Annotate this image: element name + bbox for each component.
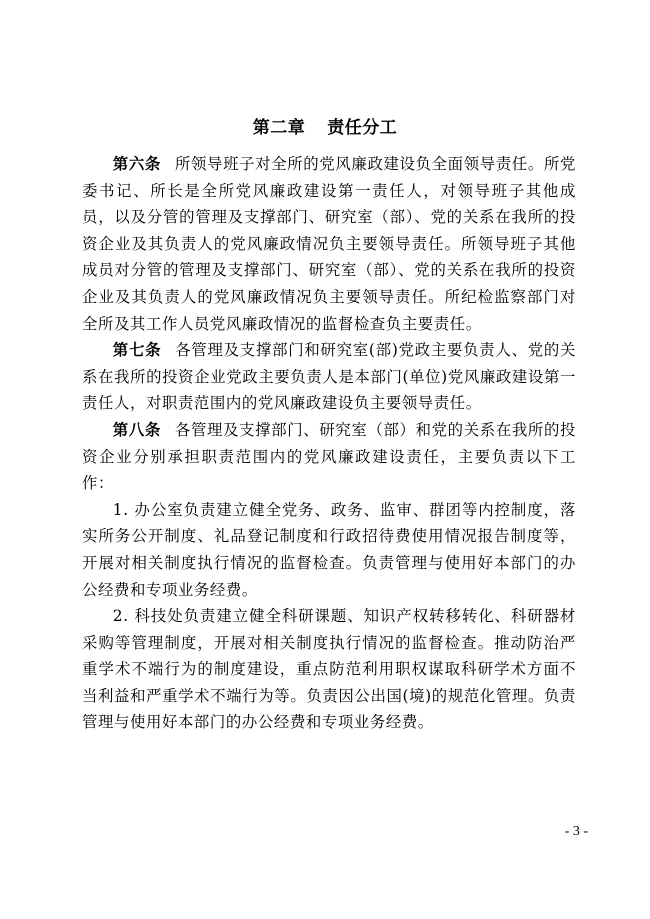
article-7-paragraph xyxy=(82,337,576,417)
article-8-label: 第八条 xyxy=(112,420,161,439)
article-7-label: 第七条 xyxy=(112,341,162,360)
article-6-label: 第六条 xyxy=(112,155,161,173)
article-6-text: 所领导班子对全所的党风廉政建设负全面领导责任。所党委书记、所长是全所党风廉政建设第一责任人，对领导班子其他成员，以及分管的管理及支撑部门、研究室（部）、党的关系在我所的投资企业及其负责人的党风廉政情况负主要领导责任。所领导班子其他成员对分管的管理及支撑部门、研究室（部）、党的关系在我所的投资企业及其负责人的党风廉政情况负主要领导责任。所纪检监察部门对全所及其工作人员党风廉政情况的监督检查负主要责任。 xyxy=(82,155,576,333)
chapter-heading xyxy=(0,116,650,140)
chapter-title: 责任分工 xyxy=(327,118,398,138)
document-body xyxy=(82,151,576,736)
article-8-paragraph xyxy=(82,417,576,497)
article-7-text: 各管理及支撑部门和研究室(部)党政主要负责人、党的关系在我所的投资企业党政主要负责人是本部门(单位)党风廉政建设第一责任人，对职责范围内的党风廉政建设负主要领导责任。 xyxy=(82,341,576,413)
chapter-number: 第二章 xyxy=(252,118,306,138)
article-6-paragraph xyxy=(82,151,576,337)
article-8-text: 各管理及支撑部门、研究室（部）和党的关系在我所的投资企业分别承担职责范围内的党风廉政建设责任，主要负责以下工作： xyxy=(82,420,576,493)
list-item-science-dept: 2. 科技处负责建立健全科研课题、知识产权转移转化、科研器材采购等管理制度，开展对相关制度执行情况的监督检查。推动防治严重学术不端行为的制度建设，重点防范利用职权谋取科研学术方面不当利益和严重学术不端行为等。负责因公出国(境)的规范化管理。负责管理与使用好本部门的办公经费和专项业务经费。 xyxy=(82,607,576,732)
page-number: - 3 - xyxy=(564,824,588,839)
list-item-office: 1. 办公室负责建立健全党务、政务、监审、群团等内控制度，落实所务公开制度、礼品登记制度和行政招待费使用情况报告制度等，开展对相关制度执行情况的监督检查。负责管理与使用好本部门的办公经费和专项业务经费。 xyxy=(82,500,576,599)
